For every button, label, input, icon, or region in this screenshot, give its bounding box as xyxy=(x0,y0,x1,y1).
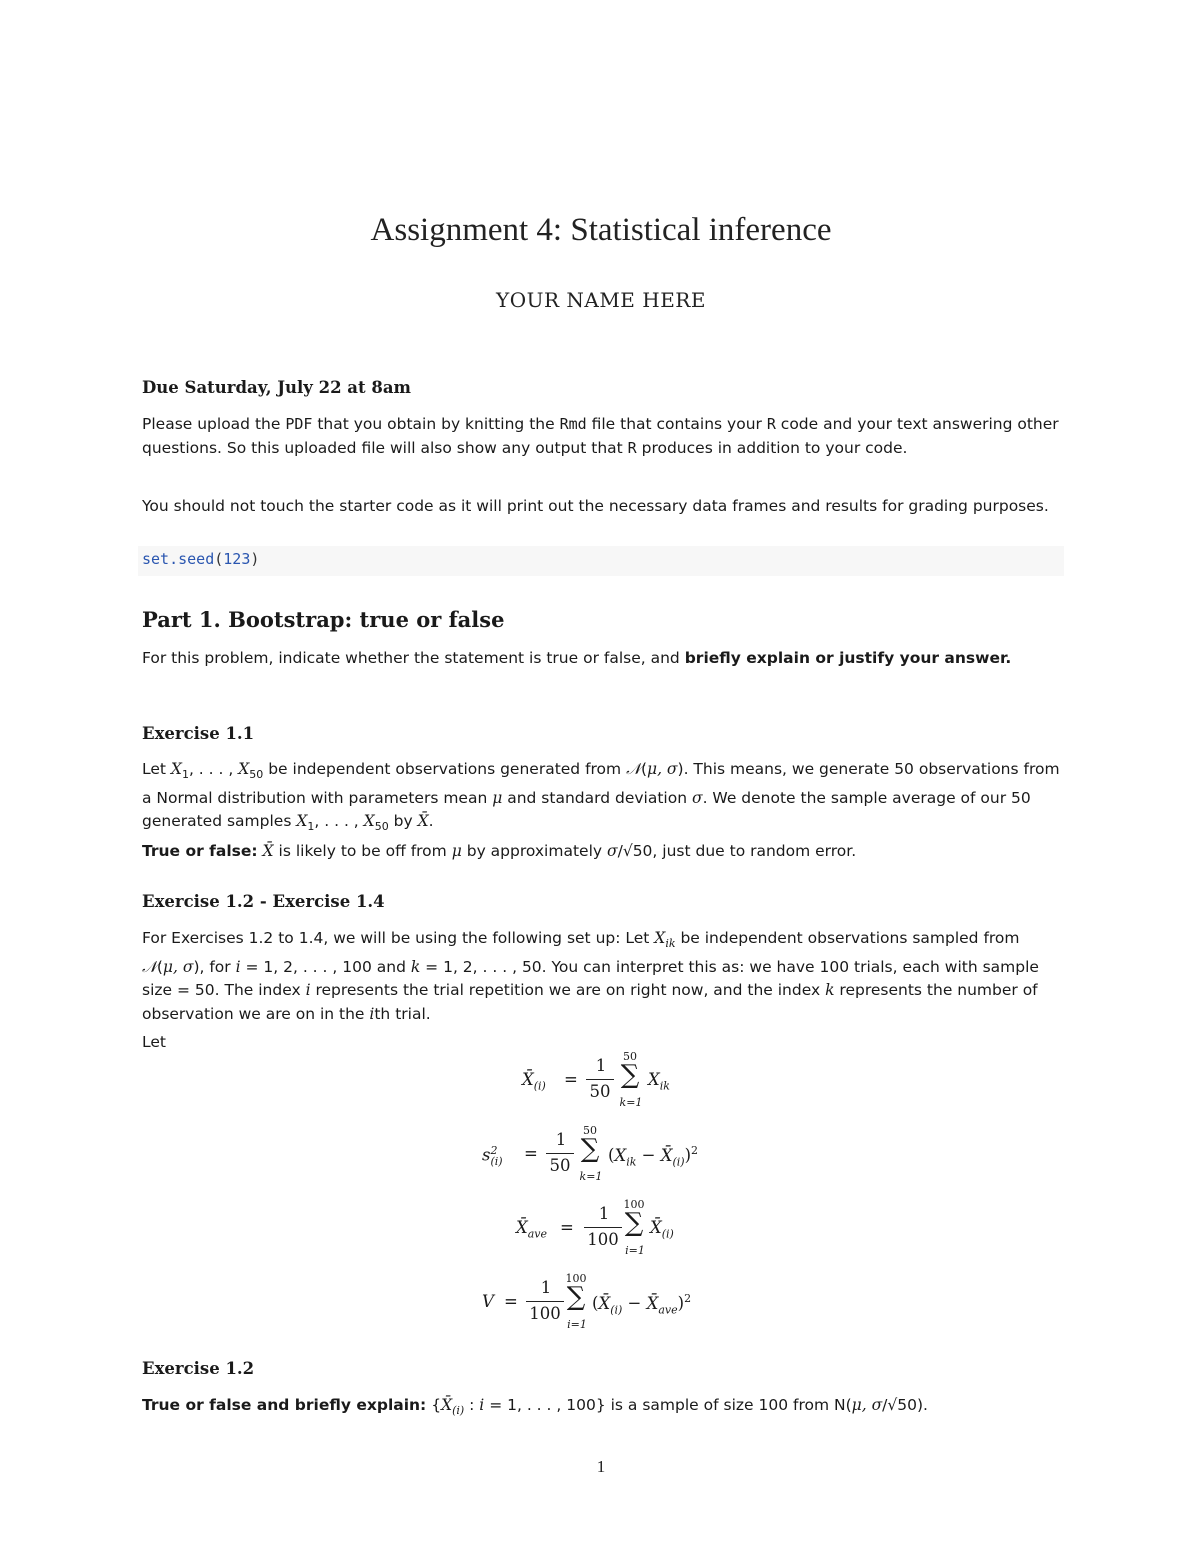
code-chunk xyxy=(138,546,1064,576)
exercise-1-1-heading: Exercise 1.1 xyxy=(142,724,255,743)
equation-xbar-ave: $X̄_{ave}$ = 1 100 100 ∑ i=1 $X̄_{(i)}$ xyxy=(516,1198,674,1257)
part1-instructions: For this problem, indicate whether the statement is true or false, and briefly explain or justify your answer. xyxy=(142,649,1012,667)
part1-heading: Part 1. Bootstrap: true or false xyxy=(142,607,505,632)
exercise-1-2-heading: Exercise 1.2 xyxy=(142,1359,255,1378)
code-line: set.seed(123) xyxy=(142,550,260,568)
equation-s2-i: $s^2_{(i)}$ = 1 50 50 ∑ k=1 ($X_{ik}$ − $X̄_{(i)})^2$ xyxy=(482,1124,698,1183)
intro-paragraph-2: You should not touch the starter code as it will print out the necessary data frames and results for grading purposes. xyxy=(142,497,1049,515)
equation-xbar-i: $X̄_{(i)}$ = 1 50 50 ∑ k=1 $X_{ik}$ xyxy=(522,1050,670,1109)
intro-paragraph-1: Please upload the PDF that you obtain by knitting the Rmd file that contains your R code and your text answering other questions. So this uploaded file will also show any output that R produces in addition to your code. xyxy=(142,415,1059,457)
exercise-1-1-true-false: True or false: X̄ is likely to be off from μ by approximately σ/√50, just due to random error. xyxy=(142,842,857,860)
due-date-heading: Due Saturday, July 22 at 8am xyxy=(142,378,411,397)
let-label: Let xyxy=(142,1033,166,1051)
exercise-1-2-true-false: True or false and briefly explain: {$X̄_{(i)}$ : i = 1, . . . , 100} is a sample of size 100 from N(μ, σ/√50). xyxy=(142,1396,928,1418)
author-name: YOUR NAME HERE xyxy=(496,288,706,312)
exercise-1-1-body: Let $X_1$, . . . , $X_{50}$ be independent observations generated from 𝒩(μ, σ). This means, we generate 50 observations from a Normal distribution with parameters mean μ and standard deviation σ. We denote the sample average of our 50 generated samples $X_1$, . . . , $X_{50}$ by X̄. xyxy=(142,760,1060,834)
exercise-1-2-1-4-heading: Exercise 1.2 - Exercise 1.4 xyxy=(142,892,385,911)
exercise-1-2-1-4-setup: For Exercises 1.2 to 1.4, we will be using the following set up: Let $X_{ik}$ be independent observations sampled from 𝒩(μ, σ), for i = 1, 2, . . . , 100 and k = 1, 2, . . . , 50. You can interpret this as: we have 100 trials, each with sample size = 50. The index i represents the trial repetition we are on right now, and the index k represents the number of observation we are on in the ith trial. xyxy=(142,929,1039,1023)
equation-v: V = 1 100 100 ∑ i=1 ($X̄_{(i)}$ − $X̄_{ave})^2$ xyxy=(482,1272,692,1331)
page-number: 1 xyxy=(596,1457,606,1476)
document-title: Assignment 4: Statistical inference xyxy=(370,212,832,248)
